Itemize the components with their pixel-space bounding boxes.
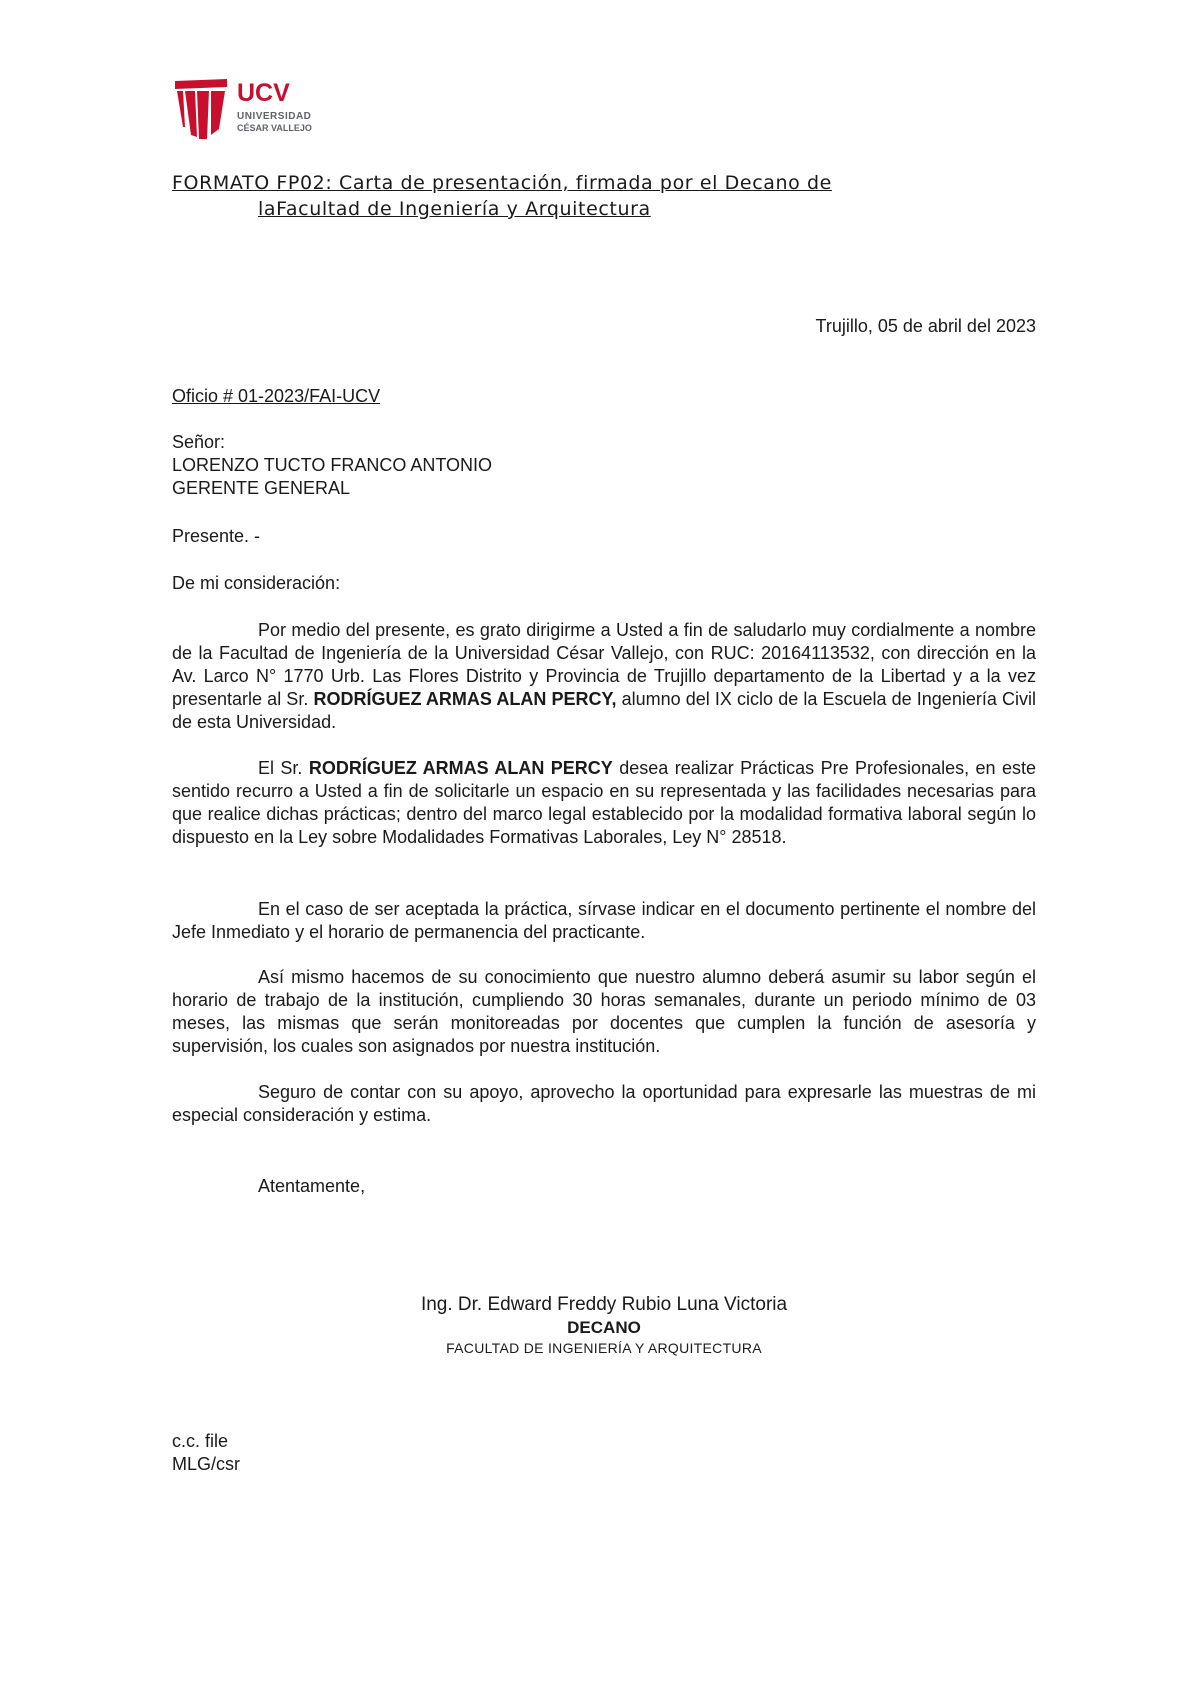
recipient-name: LORENZO TUCTO FRANCO ANTONIO: [172, 455, 493, 475]
title-line-1: FORMATO FP02: Carta de presentación, firmada por el Decano de: [172, 172, 832, 194]
document-title: [172, 170, 1036, 222]
student-name: RODRÍGUEZ ARMAS ALAN PERCY: [308, 758, 613, 778]
paragraph-acceptance: En el caso de ser aceptada la práctica, sírvase indicar en el documento pertinente el nombre del Jefe Inmediato y el horario de permanencia del practicante.: [172, 899, 1036, 942]
recipient-block: [172, 431, 492, 500]
logo-line1: UNIVERSIDAD: [237, 111, 312, 122]
title-line-2: laFacultad de Ingeniería y Arquitectura: [258, 198, 651, 220]
signer-name: Ing. Dr. Edward Freddy Rubio Luna Victoria: [420, 1294, 788, 1315]
paragraph-introduction: [172, 619, 1036, 734]
signer-faculty: FACULTAD DE INGENIERÍA Y ARQUITECTURA: [446, 1340, 762, 1356]
logo-brand: UCV: [237, 79, 290, 107]
paragraph-closing: Seguro de contar con su apoyo, aprovecho la oportunidad para expresarle las muestras de mi especial consideración y estima.: [172, 1082, 1036, 1125]
paragraph-request: [172, 757, 1036, 849]
signature-block: [172, 1293, 1036, 1358]
paragraph2-text-b: desea realizar Prácticas Pre Profesionales, en este sentido recurro a Usted a fin de solicitarle un espacio en su representada y las facilidades necesarias para que realice dichas prácticas; dentro del marco legal establecido por la modalidad formativa laboral según lo dispuesto en la Ley sobre Modalidades Formativas Laborales, Ley N° 28518.: [172, 758, 1036, 847]
cc-line-2: MLG/csr: [172, 1454, 241, 1474]
recipient-title: GERENTE GENERAL: [172, 478, 351, 498]
signer-role: DECANO: [567, 1318, 641, 1337]
greeting: De mi consideración:: [172, 573, 341, 593]
ucv-emblem-icon: [175, 79, 227, 139]
ucv-logo: [175, 77, 335, 141]
letter-date: Trujillo, 05 de abril del 2023: [815, 316, 1036, 336]
closing-phrase: Atentamente,: [258, 1176, 366, 1196]
paragraph2-text-a: El Sr.: [258, 758, 303, 778]
oficio-number: Oficio # 01-2023/FAI-UCV: [172, 386, 381, 406]
cc-line-1: c.c. file: [172, 1431, 229, 1451]
salutation: Señor:: [172, 432, 226, 452]
presente: Presente. -: [172, 526, 261, 546]
paragraph1-text-b: alumno del IX ciclo de la Escuela de Ingeniería Civil de esta Universidad.: [172, 689, 1036, 732]
paragraph-schedule: Así mismo hacemos de su conocimiento que nuestro alumno deberá asumir su labor según el horario de trabajo de la institución, cumpliendo 30 horas semanales, durante un periodo mínimo de 03 meses, las mismas que serán monitoreadas por docentes que cumplen la función de asesoría y supervisión, los cuales son asignados por nuestra institución.: [172, 967, 1036, 1056]
copy-notation: [172, 1430, 240, 1476]
logo-line2: CÉSAR VALLEJO: [237, 123, 312, 133]
student-name: RODRÍGUEZ ARMAS ALAN PERCY,: [313, 689, 617, 709]
paragraph1-text-a: Por medio del presente, es grato dirigirme a Usted a fin de saludarlo muy cordialmente a nombre de la Facultad de Ingeniería de la Universidad César Vallejo, con RUC: 20164113532, con dirección en la Av. Larco N° 1770 Urb. Las Flores Distrito y Provincia de Trujillo departamento de la Libertad y a la vez presentarle al Sr.: [172, 620, 1036, 709]
